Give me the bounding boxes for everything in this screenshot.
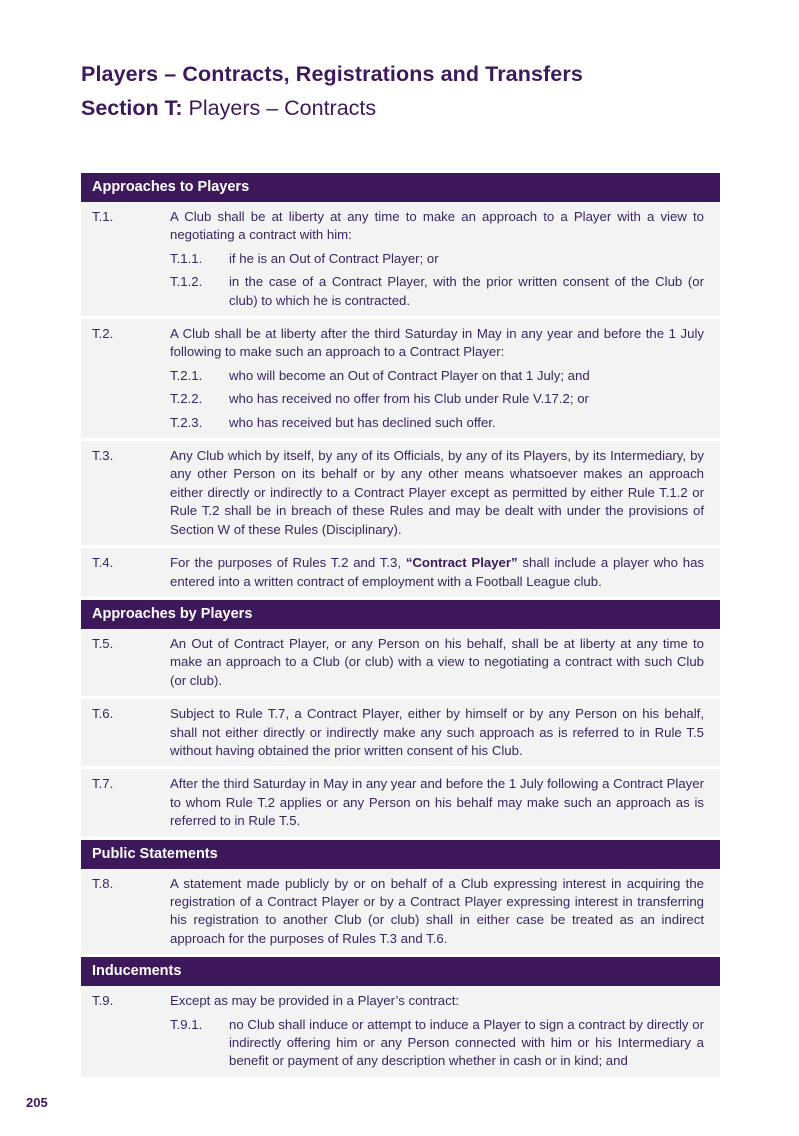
rule-text: A Club shall be at liberty after the third Saturday in May in any year and before the 1 July following to make such an approach to a Contract Player: xyxy=(170,326,704,360)
rule-t9 xyxy=(81,986,720,1080)
rule-number: T.4. xyxy=(92,555,114,571)
page-number: 205 xyxy=(26,1095,48,1110)
rule-number: T.2. xyxy=(92,326,114,342)
rule-text-after: shall include a player who has entered into a written contract of employment with a Football League club. xyxy=(170,555,704,589)
rule-t7 xyxy=(81,769,720,839)
rule-text: Subject to Rule T.7, a Contract Player, either by himself or by any Person on his behalf, shall not either directly or indirectly make any such approach as is referred to in Rule T.5 without having obtained the prior written consent of his Club. xyxy=(170,706,704,758)
sub-rule-text: if he is an Out of Contract Player; or xyxy=(229,250,439,266)
rule-text: After the third Saturday in May in any year and before the 1 July following a Contract Player to whom Rule T.2 applies or any Person on his behalf may make such an approach as is referred to in Rule T.5. xyxy=(170,776,704,829)
rule-number: T.5. xyxy=(92,635,114,651)
sub-rule-text: who has received no offer from his Club under Rule V.17.2; or xyxy=(229,391,589,407)
sub-rule xyxy=(170,367,704,385)
rule-t4 xyxy=(81,548,720,600)
rule-t2 xyxy=(81,319,720,441)
rule-t3 xyxy=(81,441,720,548)
sub-rule xyxy=(170,1016,704,1071)
rule-text: Any Club which by itself, by any of its Officials, by any of its Players, by its Intermediary, by any other Person on its behalf or by any other means whatsoever makes an approach either directly or indirectly to a Contract Player except as permitted by either Rule T.1.2 or Rule T.2 shall be in breach of these Rules and may be dealt with under the provisions of Section W of these Rules (Disciplinary). xyxy=(170,448,704,537)
section-title xyxy=(81,96,761,121)
document-title: Players – Contracts, Registrations and Transfers xyxy=(81,62,583,86)
rule-t6 xyxy=(81,699,720,769)
rule-text xyxy=(170,554,704,591)
rule-number: T.8. xyxy=(92,875,114,891)
rule-body xyxy=(170,554,704,591)
rule-t8 xyxy=(81,869,720,958)
sub-rule-number: T.1.1. xyxy=(170,250,203,266)
rule-number: T.6. xyxy=(92,706,114,722)
rule-body xyxy=(170,992,704,1071)
section-header-approaches-to-players: Approaches to Players xyxy=(81,173,720,202)
rules-table xyxy=(81,173,720,1080)
rule-body xyxy=(170,635,704,690)
sub-rule-text: who has received but has declined such offer. xyxy=(229,414,496,430)
sub-rule xyxy=(170,273,704,310)
rule-text-before: For the purposes of Rules T.2 and T.3, xyxy=(170,555,406,571)
section-header-approaches-by-players: Approaches by Players xyxy=(81,600,720,629)
sub-rule xyxy=(170,390,704,408)
rule-text: A statement made publicly by or on behalf of a Club expressing interest in acquiring the registration of a Contract Player or by a Contract Player expressing interest in transferring his registration to another Club (or club) shall in either case be treated as an indirect approach for the purposes of Rules T.3 and T.6. xyxy=(170,875,704,946)
sub-rule-text: no Club shall induce or attempt to induce a Player to sign a contract by directly or indirectly offering him or any Person connected with him or his Intermediary a benefit or payment of any description whether in cash or in kind; and xyxy=(229,1016,704,1069)
rule-number: T.3. xyxy=(92,448,114,464)
rule-body xyxy=(170,208,704,310)
rule-t5 xyxy=(81,629,720,699)
sub-rule-text: in the case of a Contract Player, with the prior written consent of the Club (or club) to which he is contracted. xyxy=(229,274,704,308)
rule-body xyxy=(170,325,704,432)
sub-rule-text: who will become an Out of Contract Player on that 1 July; and xyxy=(229,367,590,383)
rule-number: T.7. xyxy=(92,776,114,792)
rule-number: T.1. xyxy=(92,209,114,224)
rule-body xyxy=(170,705,704,760)
section-label: Section T: xyxy=(81,96,183,120)
rule-body xyxy=(170,875,704,949)
section-header-public-statements: Public Statements xyxy=(81,840,720,869)
sub-rule-number: T.1.2. xyxy=(170,274,203,290)
defined-term: “Contract Player” xyxy=(405,555,518,571)
sub-rule-number: T.2.1. xyxy=(170,367,203,383)
rule-t1 xyxy=(81,202,720,319)
section-name: Players – Contracts xyxy=(188,96,377,120)
rule-body xyxy=(170,447,704,539)
section-header-inducements: Inducements xyxy=(81,957,720,986)
rule-number: T.9. xyxy=(92,993,114,1009)
rule-text: An Out of Contract Player, or any Person on his behalf, shall be at liberty at any time to make an approach to a Club (or club) with a view to negotiating a contract with such Club (or club). xyxy=(170,635,704,688)
sub-rule-number: T.9.1. xyxy=(170,1016,203,1032)
sub-rule-number: T.2.3. xyxy=(170,414,203,430)
sub-rule xyxy=(170,414,704,432)
rule-text: Except as may be provided in a Player’s contract: xyxy=(170,993,460,1009)
sub-rule-number: T.2.2. xyxy=(170,391,203,407)
rule-text: A Club shall be at liberty at any time to make an approach to a Player with a view to negotiating a contract with him: xyxy=(170,209,704,243)
sub-rule xyxy=(170,250,704,268)
rule-body xyxy=(170,775,704,830)
